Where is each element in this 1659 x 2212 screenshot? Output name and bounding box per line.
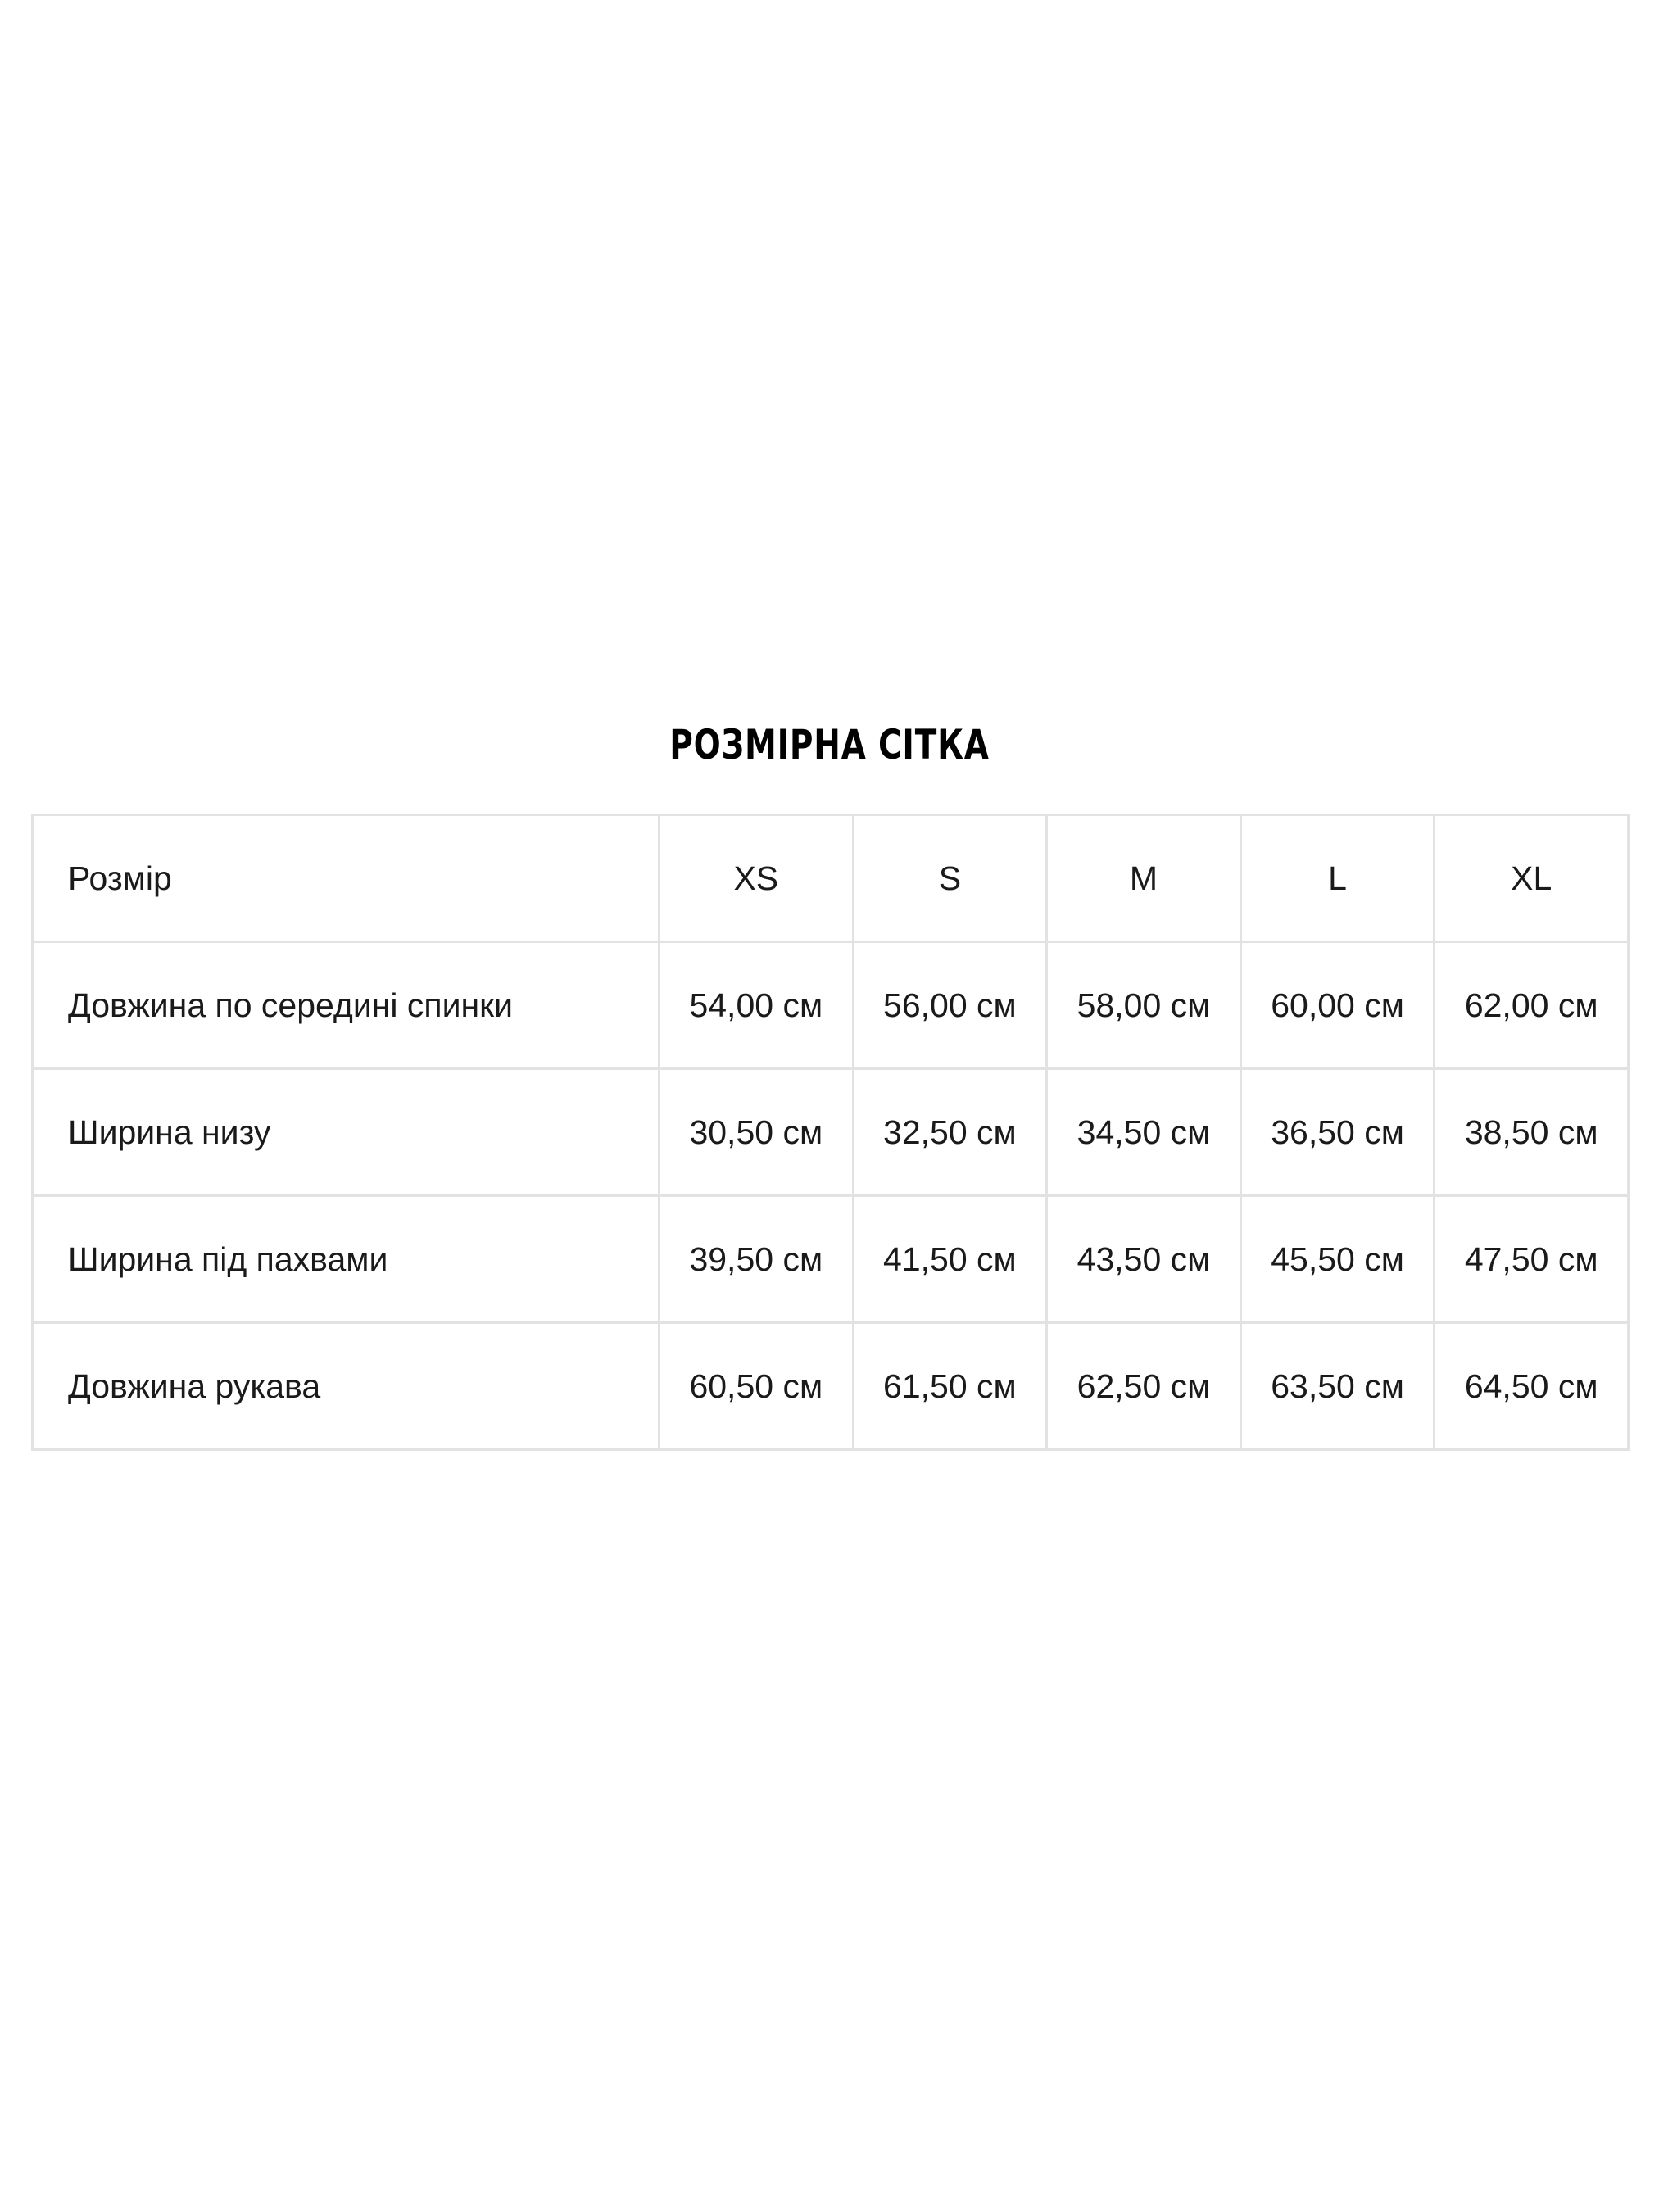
table-cell: 39,50 см	[660, 1196, 854, 1323]
table-row	[33, 1069, 1629, 1196]
table-cell: 47,50 см	[1435, 1196, 1629, 1323]
table-cell: 56,00 см	[853, 942, 1047, 1069]
header-size-m: M	[1047, 815, 1241, 942]
header-size-l: L	[1240, 815, 1435, 942]
row-label: Ширина під пахвами	[33, 1196, 660, 1323]
table-row	[33, 1323, 1629, 1450]
table-cell: 62,00 см	[1435, 942, 1629, 1069]
page-title: РОЗМІРНА СІТКА	[669, 721, 990, 768]
table-cell: 34,50 см	[1047, 1069, 1241, 1196]
table-cell: 43,50 см	[1047, 1196, 1241, 1323]
table-cell: 45,50 см	[1240, 1196, 1435, 1323]
header-size-xl: XL	[1435, 815, 1629, 942]
table-header-row	[33, 815, 1629, 942]
table-cell: 62,50 см	[1047, 1323, 1241, 1450]
table-cell: 64,50 см	[1435, 1323, 1629, 1450]
header-size-xs: XS	[660, 815, 854, 942]
table-cell: 61,50 см	[853, 1323, 1047, 1450]
table-cell: 36,50 см	[1240, 1069, 1435, 1196]
size-chart-table	[31, 814, 1630, 1451]
table-cell: 30,50 см	[660, 1069, 854, 1196]
row-label: Довжина по середині спинки	[33, 942, 660, 1069]
table-row	[33, 942, 1629, 1069]
table-cell: 38,50 см	[1435, 1069, 1629, 1196]
header-size-s: S	[853, 815, 1047, 942]
row-label: Довжина рукава	[33, 1323, 660, 1450]
header-size-label: Розмір	[33, 815, 660, 942]
table-cell: 32,50 см	[853, 1069, 1047, 1196]
table-cell: 60,50 см	[660, 1323, 854, 1450]
row-label: Ширина низу	[33, 1069, 660, 1196]
table-cell: 41,50 см	[853, 1196, 1047, 1323]
table-cell: 63,50 см	[1240, 1323, 1435, 1450]
table-cell: 54,00 см	[660, 942, 854, 1069]
table-cell: 60,00 см	[1240, 942, 1435, 1069]
table-cell: 58,00 см	[1047, 942, 1241, 1069]
table-row	[33, 1196, 1629, 1323]
